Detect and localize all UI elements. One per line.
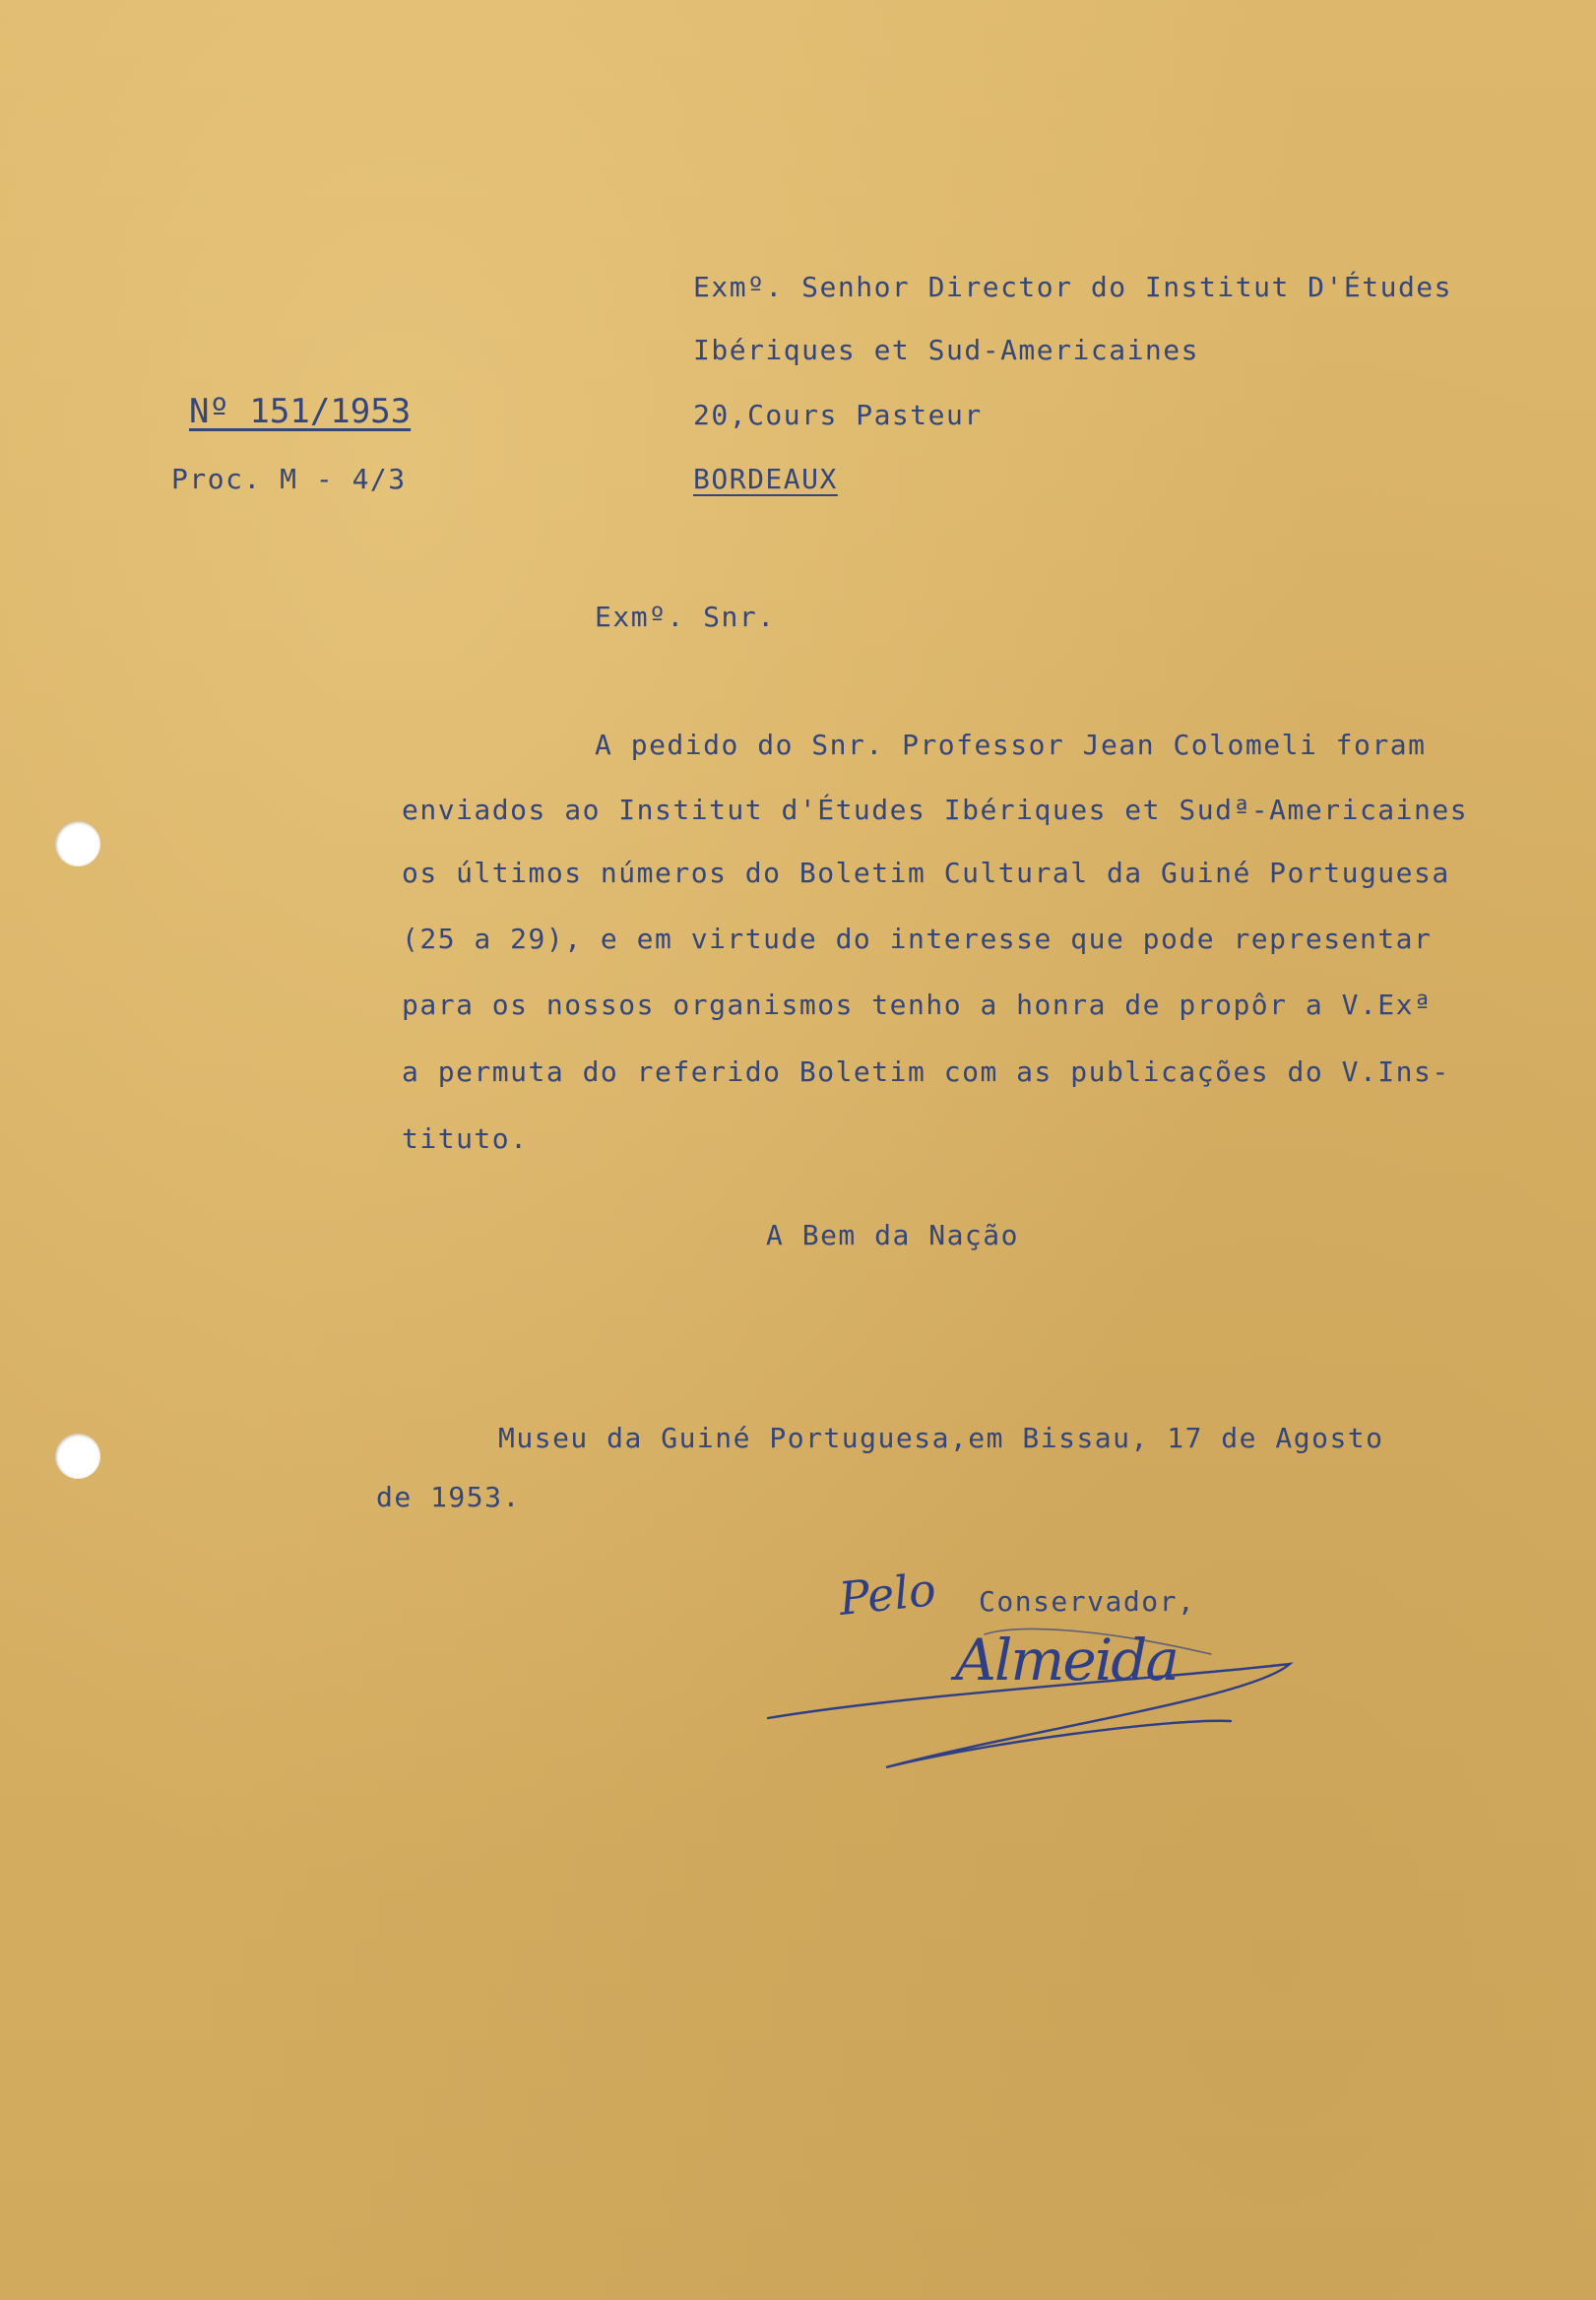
signature-name: Almeida [955,1627,1179,1693]
body-line-3: os últimos números do Boletim Cultural da Guiné Portuguesa [402,857,1450,889]
signature-role: Conservador, [979,1585,1196,1618]
reference-number: Nº 151/1953 [189,392,412,431]
body-line-7: tituto. [402,1122,529,1155]
closing-phrase: A Bem da Nação [766,1219,1020,1251]
process-reference: Proc. M - 4/3 [171,463,407,495]
addressee-line-1: Exmº. Senhor Director do Institut D'Études [693,271,1453,303]
body-line-4: (25 a 29), e em virtude do interesse que pode representar [402,923,1433,955]
body-line-1: A pedido do Snr. Professor Jean Colomeli foram [595,729,1427,761]
addressee-line-3: 20,Cours Pasteur [693,399,983,431]
place-date-line-2: de 1953. [376,1481,521,1513]
body-line-6: a permuta do referido Boletim com as publicações do V.Ins- [402,1055,1450,1088]
signature-prefix-handwritten: Pelo [836,1562,939,1627]
salutation: Exmº. Snr. [595,601,776,633]
addressee-line-2: Ibériques et Sud-Americaines [693,334,1200,366]
place-date-line-1: Museu da Guiné Portuguesa,em Bissau, 17 de Agosto [498,1422,1384,1454]
body-line-2: enviados ao Institut d'Études Ibériques et Sudª-Americaines [402,794,1469,826]
addressee-city: BORDEAUX [693,463,838,495]
body-line-5: para os nossos organismos tenho a honra de propôr a V.Exª [402,989,1433,1021]
